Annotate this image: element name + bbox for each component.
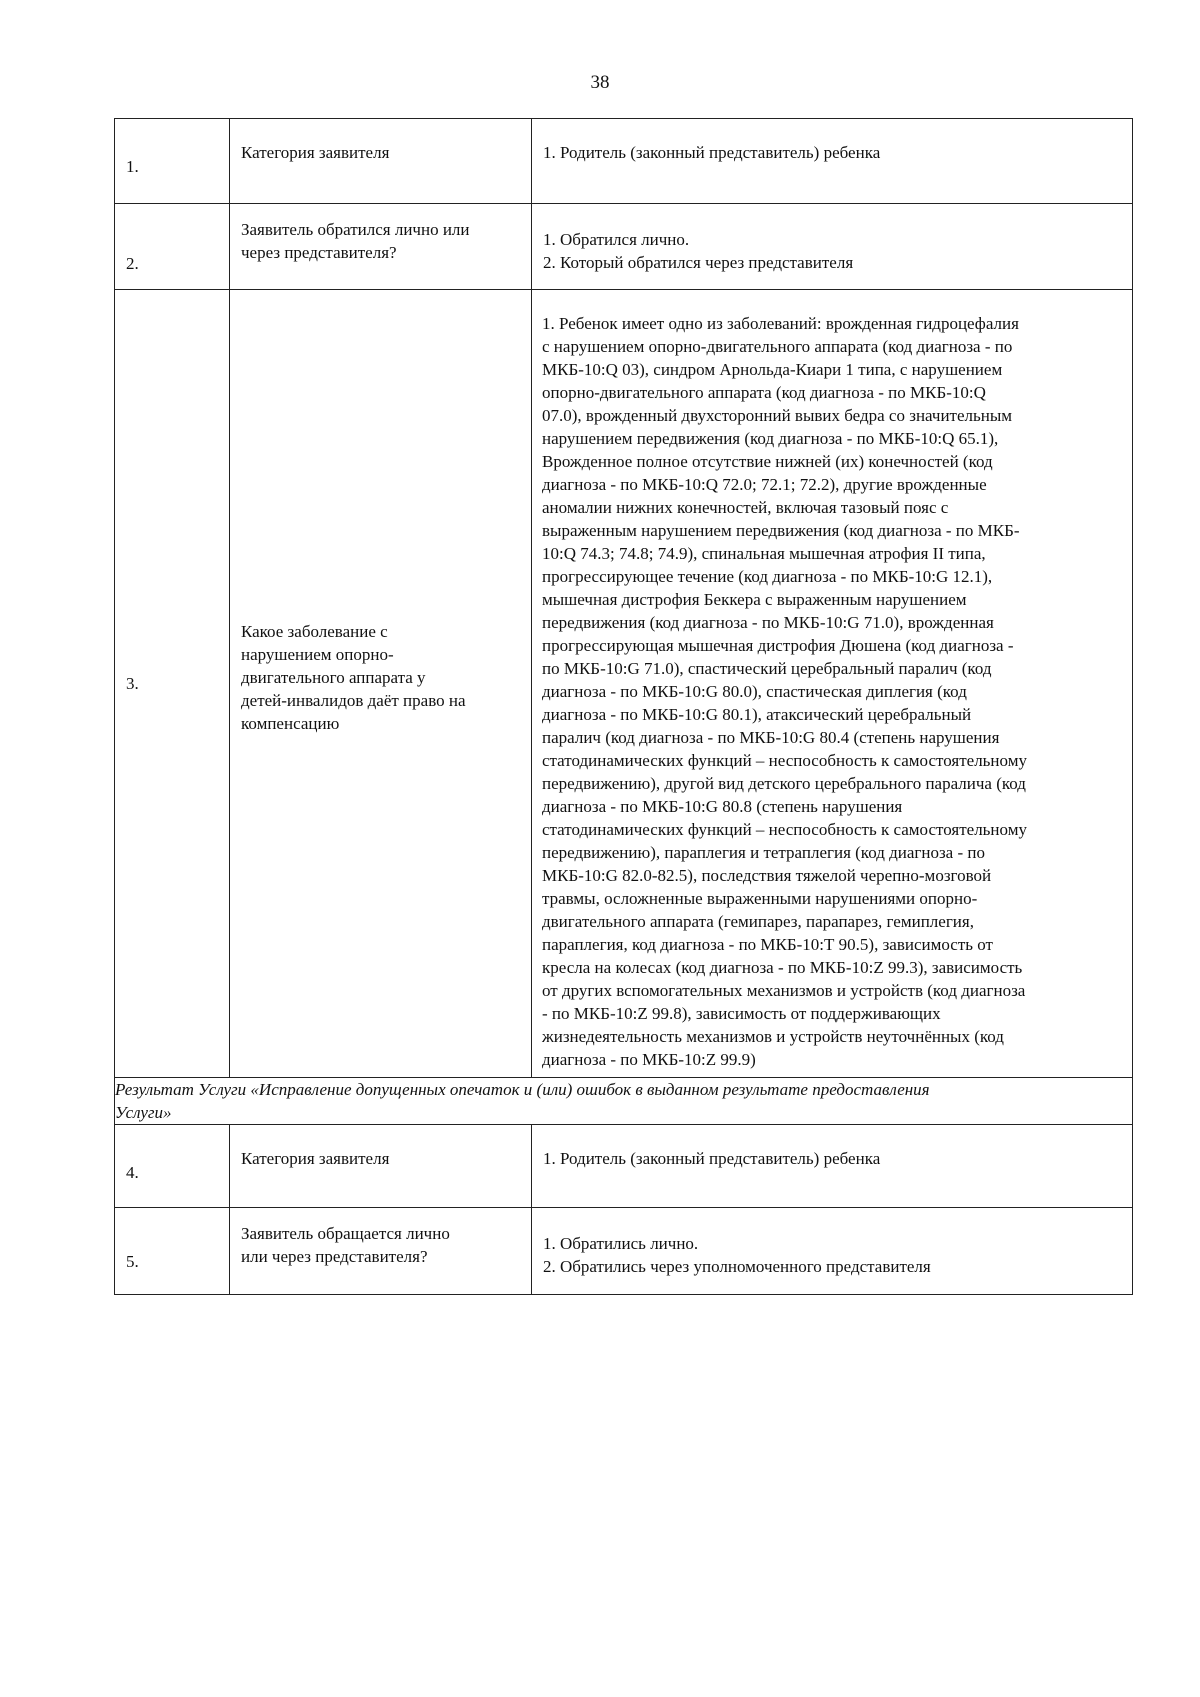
answer-line: кресла на колесах (код диагноза - по МКБ-10:Z 99.3), зависимость — [542, 958, 1023, 977]
question-line: нарушением опорно- — [241, 645, 394, 664]
row-number-cell — [115, 204, 230, 290]
question-cell — [230, 204, 532, 290]
table-row — [115, 1208, 1133, 1295]
answer-cell — [532, 204, 1133, 290]
section-heading-row — [115, 1078, 1133, 1125]
answer-line: - по МКБ-10:Z 99.8), зависимость от поддерживающих — [542, 1004, 941, 1023]
row-number-cell — [115, 119, 230, 204]
section-heading-line: Результат Услуги «Исправление допущенных опечаток и (или) ошибок в выданном результате предоставления — [115, 1080, 930, 1099]
answer-line: с нарушением опорно-двигательного аппарата (код диагноза - по — [542, 337, 1013, 356]
question-line: детей-инвалидов даёт право на — [241, 691, 466, 710]
answer-line: статодинамических функций – неспособность к самостоятельному — [542, 751, 1027, 770]
answer-line: от других вспомогательных механизмов и устройств (код диагноза — [542, 981, 1026, 1000]
question-line: через представителя? — [241, 243, 397, 262]
answer-line: прогрессирующее течение (код диагноза - по МКБ-10:G 12.1), — [542, 567, 993, 586]
answer-line: диагноза - по МКБ-10:G 80.0), спастическая диплегия (код — [542, 682, 967, 701]
row-number: 1. — [126, 157, 139, 176]
row-number: 3. — [126, 674, 139, 693]
question-text — [230, 1208, 531, 1268]
answer-text — [532, 1208, 1132, 1278]
answer-line: диагноза - по МКБ-10:Z 99.9) — [542, 1050, 756, 1069]
criteria-table — [114, 118, 1133, 1295]
row-number-cell — [115, 1208, 230, 1295]
answer-line: прогрессирующая мышечная дистрофия Дюшена (код диагноза - — [542, 636, 1014, 655]
answer-line: МКБ-10:G 82.0-82.5), последствия тяжелой черепно-мозговой — [542, 866, 992, 885]
answer-text — [532, 204, 1132, 274]
answer-cell — [532, 119, 1133, 204]
answer-line: 1. Родитель (законный представитель) ребенка — [543, 143, 881, 162]
answer-line: нарушением передвижения (код диагноза - по МКБ-10:Q 65.1), — [542, 429, 999, 448]
answer-line: паралич (код диагноза - по МКБ-10:G 80.4 (степень нарушения — [542, 728, 1000, 747]
answer-text — [532, 290, 1132, 1071]
answer-line: диагноза - по МКБ-10:G 80.1), атаксический церебральный — [542, 705, 972, 724]
answer-line: передвижению), другой вид детского церебрального паралича (код — [542, 774, 1026, 793]
answer-line: статодинамических функций – неспособность к самостоятельному — [542, 820, 1027, 839]
question-text: Категория заявителя — [241, 1149, 390, 1168]
row-number-cell — [115, 1125, 230, 1208]
question-line: Заявитель обратился лично или — [241, 220, 470, 239]
question-cell — [230, 1125, 532, 1208]
row-number-cell — [115, 290, 230, 1078]
answer-line: опорно-двигательного аппарата (код диагноза - по МКБ-10:Q — [542, 383, 986, 402]
answer-line: 1. Ребенок имеет одно из заболеваний: врожденная гидроцефалия — [542, 314, 1019, 333]
question-line: Заявитель обращается лично — [241, 1224, 450, 1243]
table-row — [115, 1125, 1133, 1208]
question-text — [230, 620, 531, 747]
section-heading-line: Услуги» — [115, 1103, 172, 1122]
page-number: 38 — [590, 72, 610, 93]
answer-line: двигательного аппарата (гемипарез, парапарез, гемиплегия, — [542, 912, 974, 931]
answer-line: параплегия, код диагноза - по МКБ-10:Т 90.5), зависимость от — [542, 935, 993, 954]
answer-line: жизнедеятельность механизмов и устройств неуточнённых (код — [542, 1027, 1004, 1046]
question-text: Категория заявителя — [241, 143, 390, 162]
answer-cell — [532, 1125, 1133, 1208]
question-line: или через представителя? — [241, 1247, 428, 1266]
answer-line: 07.0), врожденный двухсторонний вывих бедра со значительным — [542, 406, 1013, 425]
answer-line: 2. Который обратился через представителя — [543, 253, 854, 272]
table-row — [115, 119, 1133, 204]
row-number: 5. — [126, 1252, 139, 1271]
answer-text — [532, 119, 1132, 164]
answer-line: передвижению), параплегия и тетраплегия (код диагноза - по — [542, 843, 985, 862]
answer-cell — [532, 1208, 1133, 1295]
answer-line: аномалии нижних конечностей, включая тазовый пояс с — [542, 498, 949, 517]
answer-line: Врожденное полное отсутствие нижней (их) конечностей (код — [542, 452, 993, 471]
answer-line: по МКБ-10:G 71.0), спастический церебральный паралич (код — [542, 659, 992, 678]
answer-cell — [532, 290, 1133, 1078]
answer-line: 10:Q 74.3; 74.8; 74.9), спинальная мышечная атрофия II типа, — [542, 544, 986, 563]
question-cell — [230, 290, 532, 1078]
question-line: двигательного аппарата у — [241, 668, 426, 687]
row-number: 2. — [126, 254, 139, 273]
question-text — [230, 204, 531, 264]
answer-line: мышечная дистрофия Беккера с выраженным нарушением — [542, 590, 967, 609]
answer-line: передвижения (код диагноза - по МКБ-10:G 71.0), врожденная — [542, 613, 994, 632]
answer-line: 2. Обратились через уполномоченного представителя — [543, 1257, 931, 1276]
table-row — [115, 204, 1133, 290]
answer-line: 1. Обратились лично. — [543, 1234, 699, 1253]
question-cell — [230, 1208, 532, 1295]
question-line: Какое заболевание с — [241, 622, 388, 641]
row-number: 4. — [126, 1163, 139, 1182]
answer-line: диагноза - по МКБ-10:Q 72.0; 72.1; 72.2), другие врожденные — [542, 475, 987, 494]
section-heading — [115, 1078, 1133, 1125]
answer-line: выраженным нарушением передвижения (код диагноза - по МКБ- — [542, 521, 1020, 540]
answer-line: диагноза - по МКБ-10:G 80.8 (степень нарушения — [542, 797, 903, 816]
answer-line: 1. Обратился лично. — [543, 230, 690, 249]
answer-line: травмы, осложненные выраженными нарушениями опорно- — [542, 889, 978, 908]
table-row — [115, 290, 1133, 1078]
answer-line: МКБ-10:Q 03), синдром Арнольда-Киари 1 типа, с нарушением — [542, 360, 1003, 379]
question-line: компенсацию — [241, 714, 340, 733]
answer-text — [532, 1125, 1132, 1170]
question-cell — [230, 119, 532, 204]
answer-line: 1. Родитель (законный представитель) ребенка — [543, 1149, 881, 1168]
